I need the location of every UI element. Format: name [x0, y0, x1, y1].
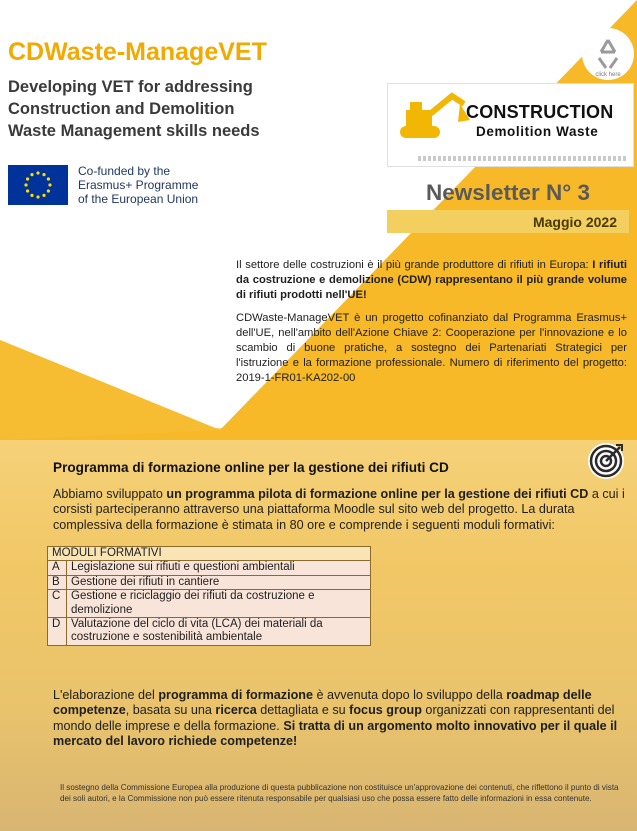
- logo-line-construction: CONSTRUCTION: [466, 102, 614, 122]
- module-row: [48, 575, 371, 589]
- date-bar: [387, 210, 629, 233]
- project-title: CDWaste-ManageVET: [8, 38, 267, 66]
- intro-paragraph-1: [236, 258, 627, 303]
- logo-line-demolition: Demolition Waste: [476, 124, 599, 139]
- modules-header: MODULI FORMATIVI: [48, 547, 371, 561]
- module-row: [48, 618, 371, 646]
- intro-p1-plain: Il settore delle costruzioni è il più grande produttore di rifiuti in Europa:: [236, 259, 593, 271]
- subtitle-line: Developing VET for addressing: [8, 78, 253, 96]
- subtitle-line: Construction and Demolition: [8, 100, 235, 118]
- closing-text: dettagliata e su: [256, 703, 350, 718]
- recycle-badge[interactable]: [582, 28, 634, 80]
- closing-text: è avvenuta dopo lo sviluppo della: [313, 688, 507, 702]
- closing-bold: Si tratta di un argomento molto innovativo per il quale il mercato del lavoro richiede competenze!: [53, 718, 618, 749]
- closing-bold: focus group: [349, 703, 422, 718]
- recycle-caption: click here: [595, 72, 621, 78]
- logo-disclaimer-strip: [418, 156, 628, 161]
- module-letter: C: [48, 590, 67, 618]
- subtitle-line: Waste Management skills needs: [8, 122, 260, 140]
- module-letter: B: [48, 575, 67, 589]
- intro-paragraph-2: CDWaste-ManageVET è un progetto cofinanziato dal Programma Erasmus+ dell'UE, nell'ambito dell'Azione Chiave 2: Cooperazione per l'innovazione e lo scambio di buone pratiche, a sostegno dei Partenariati Strategici per l'istruzione e la formazione professionale. Numero di riferimento del progetto: 2019-1-FR01-KA202-00: [236, 312, 627, 384]
- eu-text-line: Erasmus+ Programme: [78, 178, 199, 192]
- module-title: Legislazione sui rifiuti e questioni ambientali: [67, 561, 371, 575]
- intro-text: [236, 258, 627, 394]
- target-icon: [586, 441, 626, 481]
- module-title: Valutazione del ciclo di vita (LCA) dei materiali da costruzione e sostenibilità ambientale: [67, 618, 371, 646]
- closing-bold: programma di formazione: [158, 688, 313, 702]
- program-text: a cui i corsisti parteciperanno attraverso una piattaforma Moodle sul sito web del progetto. La durata complessiva della formazione è stimata in 80 ore e comprende i seguenti moduli formativi:: [53, 487, 625, 532]
- closing-bold: roadmap delle competenze: [53, 688, 592, 718]
- eu-disclaimer: Il sostegno della Commissione Europea alla produzione di questa pubblicazione non costituisce un'approvazione dei contenuti, che riflettono il punto di vista dei soli autori, e la Commissione non può essere ritenuta responsabile per qualsiasi uso che possa essere fatto delle informazioni in essa contenute.: [60, 783, 619, 803]
- project-subtitle: [8, 76, 348, 142]
- recycle-icon: [582, 28, 634, 80]
- modules-table: [47, 546, 371, 646]
- eu-cofunded-text: [78, 164, 198, 206]
- module-letter: A: [48, 561, 67, 575]
- module-title: Gestione e riciclaggio dei rifiuti da costruzione e demolizione: [67, 590, 371, 618]
- eu-text-line: Co-funded by the: [78, 164, 171, 178]
- closing-bold: ricerca: [215, 703, 257, 718]
- closing-text: , basata su una: [125, 703, 216, 718]
- closing-paragraph: [53, 688, 625, 750]
- module-letter: D: [48, 618, 67, 646]
- closing-text: L'elaborazione del: [53, 688, 159, 702]
- module-row: [48, 590, 371, 618]
- eu-flag-icon: [8, 165, 68, 205]
- program-text: Abbiamo sviluppato: [53, 487, 167, 501]
- modules-header-row: [48, 547, 371, 561]
- construction-demolition-logo: [387, 83, 634, 167]
- intro-p1-bold: I rifiuti da costruzione e demolizione (CDW) rappresentano il più grande volume di rifiuti prodotti nell'UE!: [236, 259, 627, 301]
- newsletter-date: Maggio 2022: [532, 214, 617, 230]
- closing-text: organizzati con rappresentanti del mondo delle imprese e della formazione.: [53, 703, 615, 733]
- program-description: [53, 487, 625, 533]
- excavator-icon: [394, 90, 474, 150]
- erasmus-cofunding-logo: [8, 164, 198, 206]
- eu-text-line: of the European Union: [78, 192, 199, 206]
- newsletter-number: Newsletter N° 3: [426, 180, 591, 205]
- module-row: [48, 561, 371, 575]
- section-title: Programma di formazione online per la gestione dei rifiuti CD: [53, 460, 449, 475]
- module-title: Gestione dei rifiuti in cantiere: [67, 575, 371, 589]
- program-text-bold: un programma pilota di formazione online per la gestione dei rifiuti CD: [166, 487, 589, 501]
